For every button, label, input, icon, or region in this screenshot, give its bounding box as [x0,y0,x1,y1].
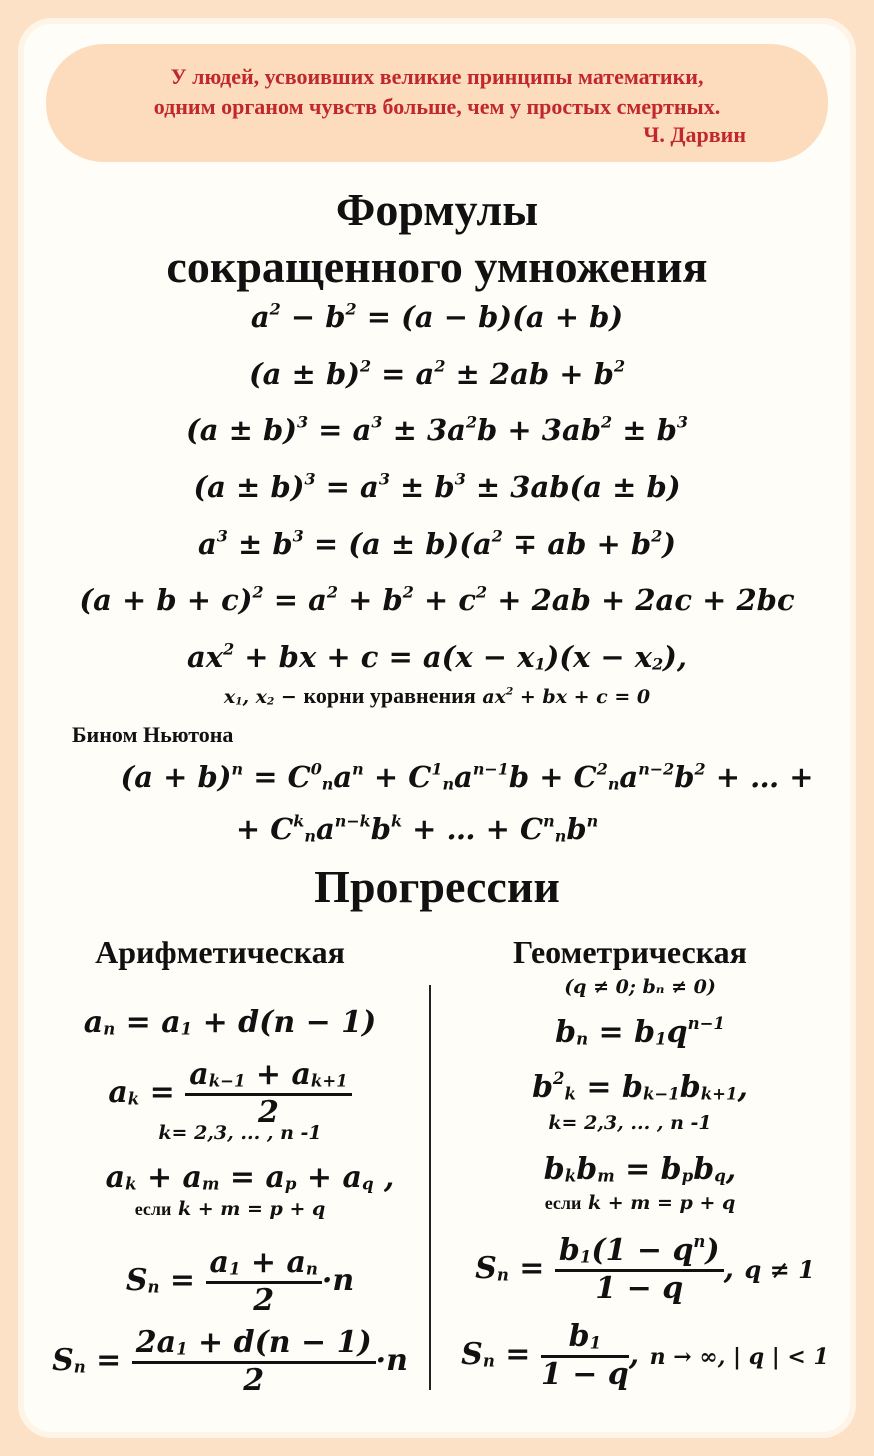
formula-binomial-line-1: $(a + b)^n = C^0_na^n + C^1_na^{n-1}b + C^2_na^{n-2}b^2$ + … + [120,759,814,794]
formula-quadratic-factorization: $ax^2$ + bx + $c = a(x - x_1)(x - x_2)$, [187,639,687,674]
geom-middle-term: $b^2_k = b_{k-1}b_{k+1}$, [532,1068,748,1105]
geom-sum: $S_n$ = $\frac{b_1(1 - q^n)}{1 - q}$ , q ≠ 1 [475,1231,815,1306]
geom-property-condition: если k + m = p + q [544,1192,736,1214]
progressions-title: Прогрессии [314,861,560,912]
formula-sum-of-cubes: $a^3 \pm b^3 = (a \pm b)(a^2$ ∓ ab + $b^2$) [197,526,677,561]
quote-author: Ч. Дарвин [643,122,746,147]
arith-sum-2: $S_n$ = $\frac{2a_1 + d(n - 1)}{2}$ ·n [52,1325,408,1398]
arith-property-condition: если k + m = p + q [134,1198,326,1220]
arith-nth-term: $a_n = a_1 + d(n - 1)$ [83,1005,377,1040]
geom-nth-term: $b_n = b_1q^{n-1}$ [555,1013,725,1050]
formula-roots-note: $x_1$, $x_2$ − корни уравнения $ax^2$ + bx + c = 0 [223,683,651,708]
binom-label: Бином Ньютона [72,722,234,747]
geom-property: $b_kb_m = b_pb_q$, [543,1152,737,1187]
column-divider [429,985,431,1390]
quote-banner [46,44,828,162]
page-title-line-2: сокращенного умножения [166,241,708,292]
arith-if-word: если [134,1199,172,1219]
quote-line-1: У людей, усвоивших великие принципы математики, [170,64,704,89]
geometric-title: Геометрическая [513,934,747,970]
arith-sum-1: $S_n$ = $\frac{a_1 + a_n}{2}$ ·n [125,1245,355,1318]
geom-if-word: если [544,1193,582,1213]
geom-infinite-sum: $S_n$ = $\frac{b_1}{1 - q}$ , n → ∞, | q | < 1 [461,1319,829,1392]
formula-square-of-sum: $(a \pm b)^2 = a^2 \pm 2ab + b^2$ [248,356,626,391]
page-title-line-1: Формулы [335,184,539,235]
arithmetic-title: Арифметическая [95,934,345,970]
formula-binomial-line-2: + $C^k_na^{n-k}b^k$ + … + $C^n_nb^n$ [235,811,599,846]
roots-note-text: корни уравнения [303,683,476,708]
formula-square-of-trinomial: $(a + b + c)^2 = a^2 + b^2 + c^2 + 2ab + 2ac + 2bc$ [79,582,795,617]
arith-middle-term: $a_k$ = $\frac{a_{k-1} + a_{k+1}}{2}$ [20,1058,440,1130]
formula-cube-of-sum: $(a \pm b)^3 = a^3 \pm 3a^2b + 3ab^2 \pm b^3$ [185,412,689,447]
geom-condition: (q ≠ 0; bₙ ≠ 0) [564,976,716,998]
quote-line-2: одним органом чувств больше, чем у простых смертных. [153,94,721,119]
formula-difference-of-squares: $a^2 - b^2 = (a - b)(a + b)$ [250,299,624,334]
arith-k-range: k= 2,3, ... , n -1 [158,1122,322,1144]
geom-k-range: k= 2,3, ... , n -1 [548,1112,712,1134]
formula-cube-of-sum-short: $(a \pm b)^3 = a^3 \pm b^3 \pm 3ab(a \pm b)$ [193,469,681,504]
arith-property: $a_k + a_m = a_p + a_q$ , [105,1160,395,1195]
